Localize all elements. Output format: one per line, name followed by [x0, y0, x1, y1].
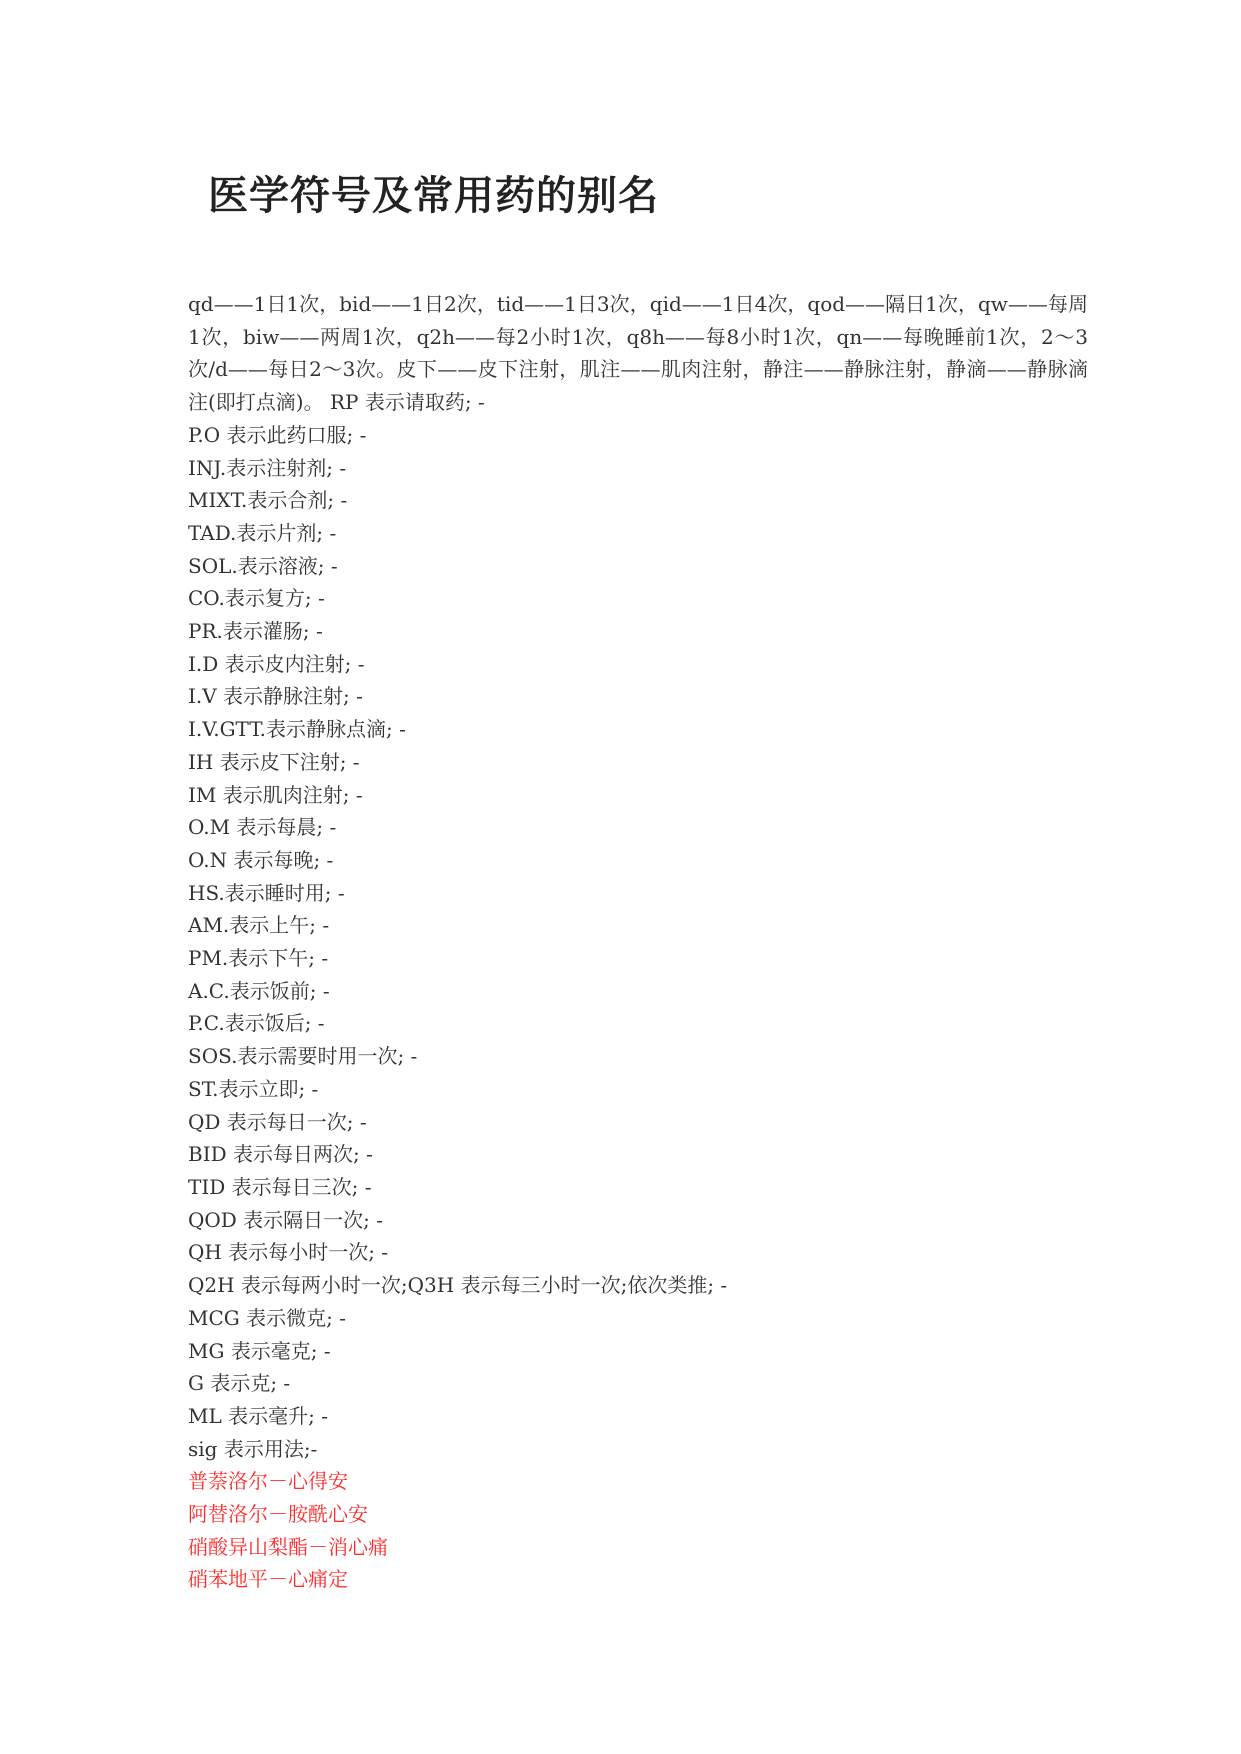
document-body	[188, 288, 1088, 1596]
abbreviation-entry: TID 表示每日三次; -	[188, 1174, 372, 1199]
abbreviation-entry: QH 表示每小时一次; -	[188, 1240, 389, 1265]
drug-alias-entry: 硝酸异山梨酯－消心痛	[188, 1534, 388, 1559]
abbreviation-entry: QD 表示每日一次; -	[188, 1109, 367, 1134]
abbreviation-entry: G 表示克; -	[188, 1371, 291, 1396]
abbreviation-entry: IH 表示皮下注射; -	[188, 749, 360, 774]
abbreviation-entry: PR.表示灌肠; -	[188, 619, 323, 644]
abbreviation-entry: O.N 表示每晚; -	[188, 847, 334, 872]
drug-alias-entry: 普萘洛尔－心得安	[188, 1469, 348, 1494]
abbreviation-entry: I.V 表示静脉注射; -	[188, 684, 363, 709]
abbreviation-entry: PM.表示下午; -	[188, 946, 329, 971]
drug-alias-entry: 硝苯地平－心痛定	[188, 1567, 348, 1592]
abbreviation-entry: I.V.GTT.表示静脉点滴; -	[188, 717, 406, 742]
abbreviation-entry: MIXT.表示合剂; -	[188, 488, 348, 513]
drug-alias-entry: 阿替洛尔－胺酰心安	[188, 1502, 368, 1527]
abbreviation-entry: sig 表示用法;-	[188, 1436, 318, 1461]
abbreviation-entry: MG 表示毫克; -	[188, 1338, 331, 1363]
abbreviation-list	[188, 419, 1088, 1466]
abbreviation-entry: INJ.表示注射剂; -	[188, 455, 347, 480]
page-title: 医学符号及常用药的别名	[208, 173, 659, 219]
intro-paragraph: qd——1日1次，bid——1日2次，tid——1日3次，qid——1日4次，qod——隔日1次，qw——每周1次，biw——两周1次，q2h——每2小时1次，q8h——每8小时1次，qn——每晚睡前1次，2～3次/d——每日2～3次。皮下——皮下注射，肌注——肌肉注射，静注——静脉注射，静滴——静脉滴注(即打点滴)。 RP 表示请取药; -	[188, 292, 1088, 415]
abbreviation-entry: ML 表示毫升; -	[188, 1403, 328, 1428]
abbreviation-entry: MCG 表示微克; -	[188, 1305, 346, 1330]
drug-alias-list	[188, 1465, 1088, 1596]
abbreviation-entry: BID 表示每日两次; -	[188, 1142, 373, 1167]
abbreviation-entry: P.O 表示此药口服; -	[188, 422, 367, 447]
abbreviation-entry: AM.表示上午; -	[188, 913, 330, 938]
abbreviation-entry: ST.表示立即; -	[188, 1076, 319, 1101]
abbreviation-entry: HS.表示睡时用; -	[188, 880, 345, 905]
abbreviation-entry: TAD.表示片剂; -	[188, 520, 337, 545]
abbreviation-entry: IM 表示肌肉注射; -	[188, 782, 363, 807]
abbreviation-entry: P.C.表示饭后; -	[188, 1011, 325, 1036]
abbreviation-entry: Q2H 表示每两小时一次;Q3H 表示每三小时一次;依次类推; -	[188, 1273, 728, 1298]
abbreviation-entry: QOD 表示隔日一次; -	[188, 1207, 384, 1232]
abbreviation-entry: A.C.表示饭前; -	[188, 978, 330, 1003]
abbreviation-entry: SOS.表示需要时用一次; -	[188, 1044, 418, 1069]
abbreviation-entry: O.M 表示每晨; -	[188, 815, 337, 840]
abbreviation-entry: CO.表示复方; -	[188, 586, 325, 611]
abbreviation-entry: SOL.表示溶液; -	[188, 553, 338, 578]
abbreviation-entry: I.D 表示皮内注射; -	[188, 651, 365, 676]
